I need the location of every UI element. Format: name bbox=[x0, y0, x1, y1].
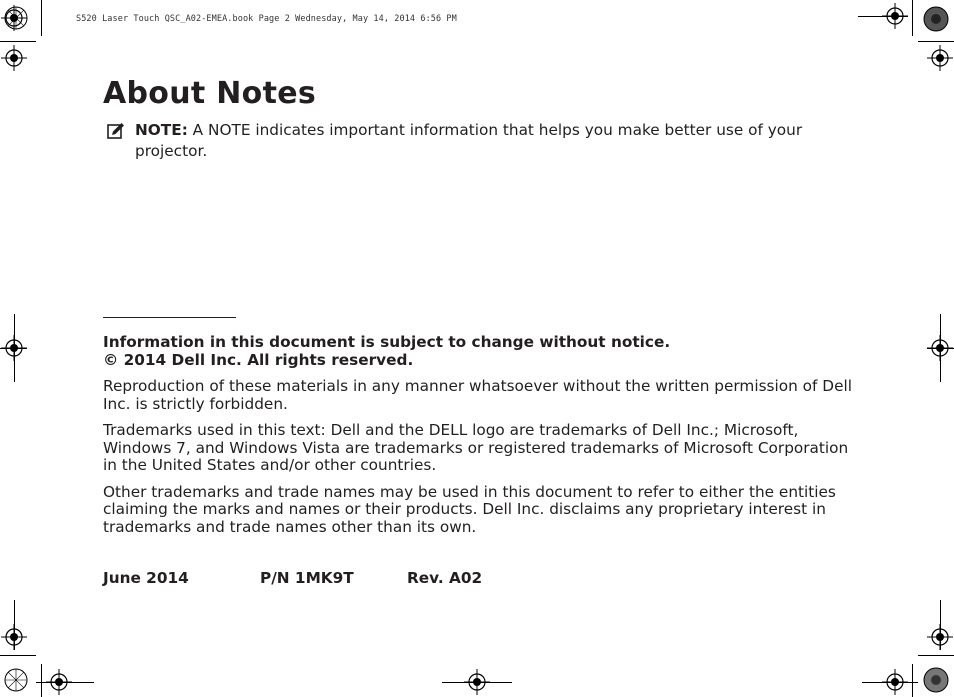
crop-line bbox=[918, 41, 954, 42]
crop-line bbox=[36, 682, 94, 683]
crop-line bbox=[41, 664, 42, 697]
part-number: P/N 1MK9T bbox=[260, 569, 354, 587]
radial-color-target-icon bbox=[922, 666, 950, 694]
crop-line bbox=[14, 314, 15, 382]
radial-color-target-icon bbox=[3, 667, 29, 693]
note-label: NOTE: bbox=[135, 121, 188, 139]
crop-line bbox=[918, 655, 954, 656]
legal-block bbox=[103, 333, 863, 536]
crop-line bbox=[940, 314, 941, 382]
crop-line bbox=[912, 0, 913, 36]
footnote-divider bbox=[103, 317, 236, 318]
crop-line bbox=[442, 682, 512, 683]
crop-line bbox=[858, 16, 908, 17]
crop-line bbox=[41, 0, 42, 36]
page-title: About Notes bbox=[103, 76, 317, 111]
crop-line bbox=[0, 41, 36, 42]
registration-crosshair-icon bbox=[927, 45, 953, 71]
other-trademarks-paragraph: Other trademarks and trade names may be used in this document to refer to either the entities claiming the marks and names or their products. Dell Inc. disclaims any proprietary interest in trademarks and trade names other than its own. bbox=[103, 482, 836, 536]
crop-line bbox=[14, 600, 15, 650]
crop-line bbox=[862, 682, 918, 683]
crop-line bbox=[940, 600, 941, 650]
change-notice: Information in this document is subject to change without notice. bbox=[103, 333, 671, 351]
trademarks-paragraph: Trademarks used in this text: Dell and the DELL logo are trademarks of Dell Inc.; Microsoft, Windows 7, and Windows Vista are trademarks or registered trademarks of Microsoft Corporation in the United States and/or other countries. bbox=[103, 421, 849, 474]
crop-line bbox=[912, 664, 913, 697]
reproduction-paragraph: Reproduction of these materials in any manner whatsoever without the written permission of Dell Inc. is strictly forbidden. bbox=[103, 377, 852, 413]
publication-date: June 2014 bbox=[103, 569, 189, 587]
registration-crosshair-icon bbox=[1, 45, 27, 71]
revision: Rev. A02 bbox=[407, 569, 483, 587]
radial-color-target-icon bbox=[922, 5, 950, 33]
crop-line bbox=[0, 655, 36, 656]
pencil-note-icon bbox=[107, 121, 125, 139]
note-paragraph bbox=[135, 120, 855, 162]
note-text: A NOTE indicates important information that helps you make better use of your projector. bbox=[135, 121, 803, 160]
copyright-line: © 2014 Dell Inc. All rights reserved. bbox=[103, 351, 414, 369]
radial-color-target-icon bbox=[3, 5, 29, 31]
print-slug: S520 Laser Touch QSC_A02-EMEA.book Page 2 Wednesday, May 14, 2014 6:56 PM bbox=[76, 14, 457, 24]
